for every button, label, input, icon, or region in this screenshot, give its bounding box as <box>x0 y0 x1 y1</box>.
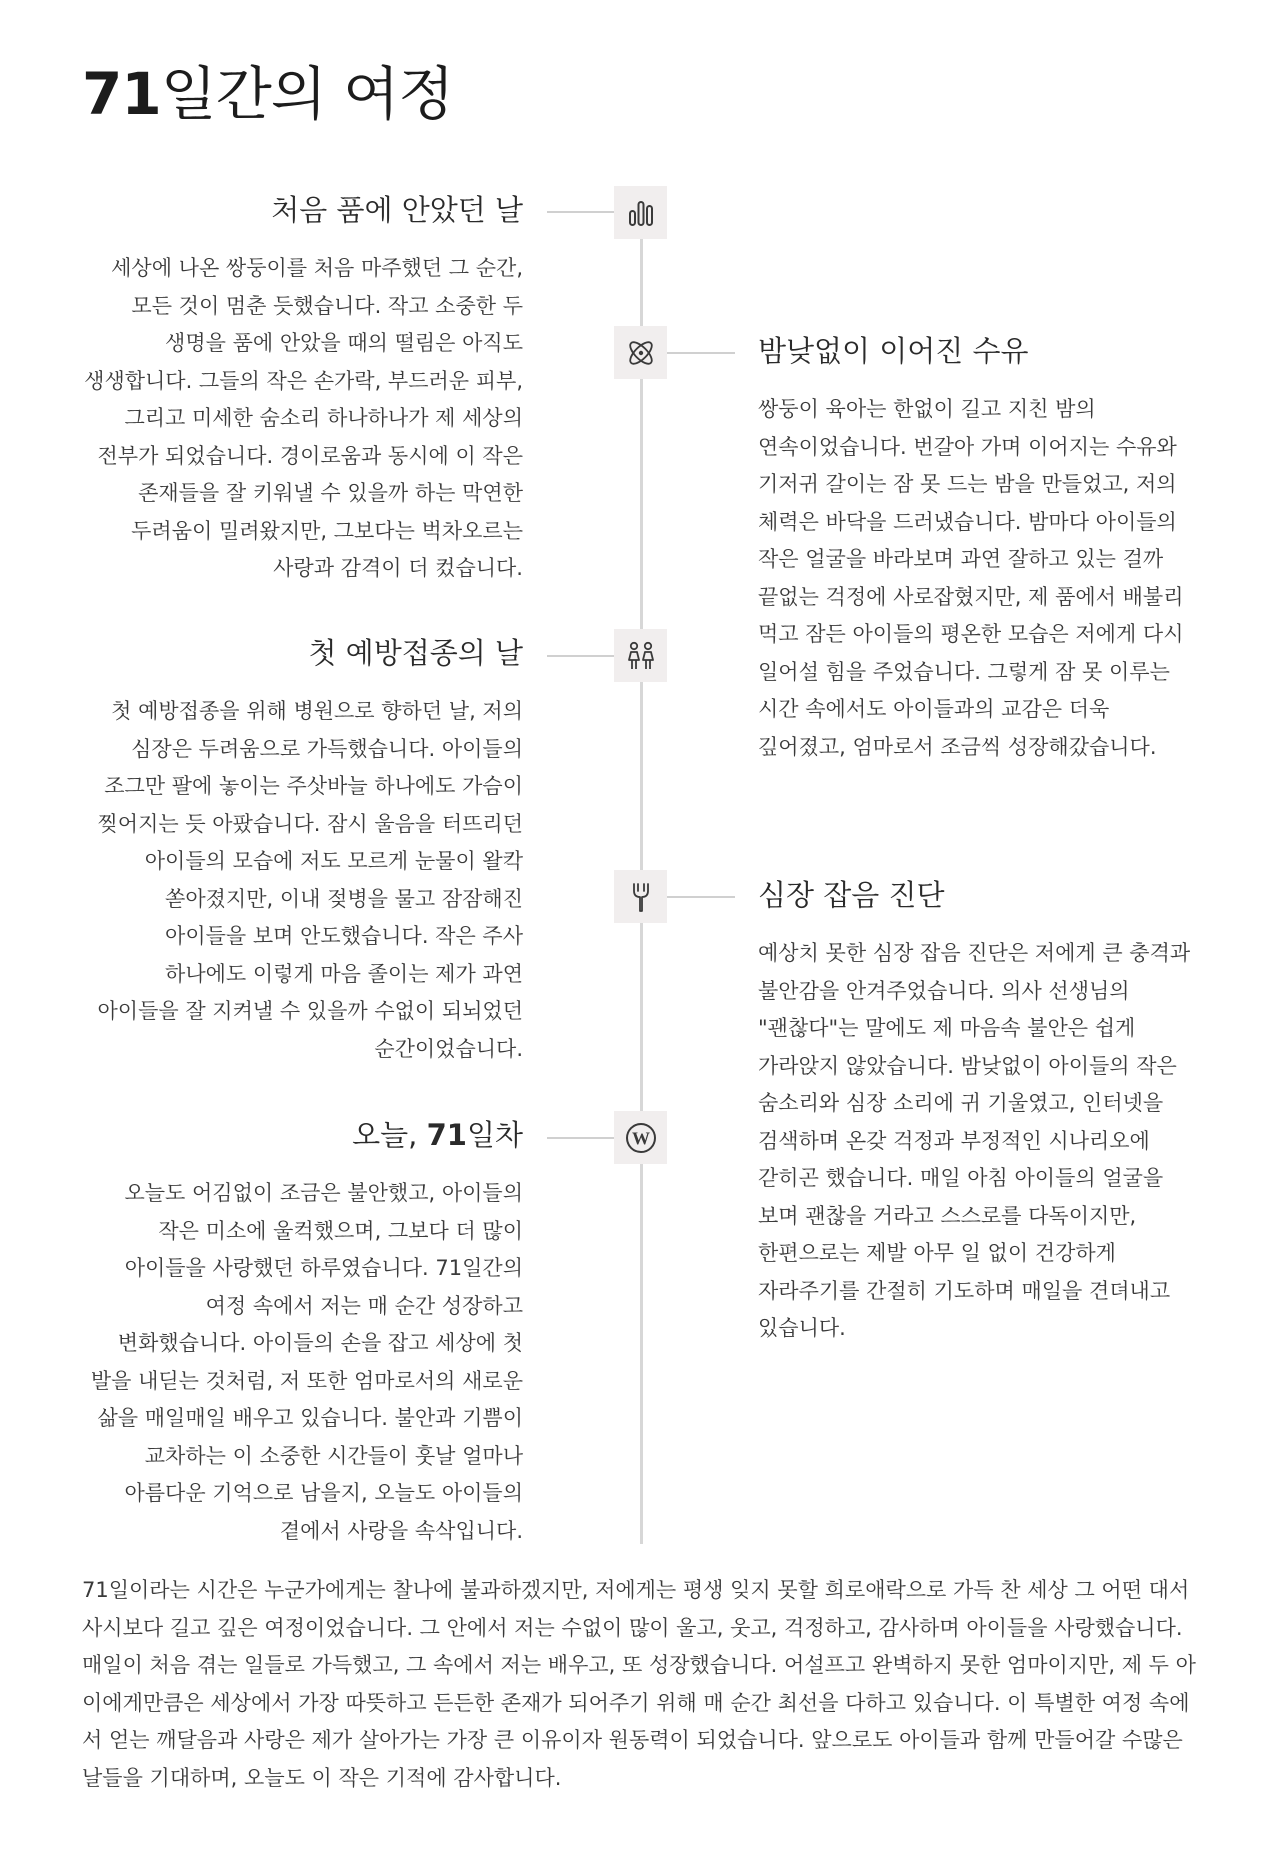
people-icon <box>623 638 659 674</box>
timeline-event-night-feeding <box>758 333 1200 766</box>
title-number: 71 <box>82 60 161 128</box>
timeline-event-first-hug <box>83 192 523 588</box>
event-title: 첫 예방접종의 날 <box>308 636 523 670</box>
summary-paragraph: 71일이라는 시간은 누군가에게는 찰나에 불과하겠지만, 저에게는 평생 잊지 못할 희로애락으로 가득 찬 세상 그 어떤 대서사시보다 길고 깊은 여정이었습니다. 그 안에서 저는 수없이 많이 울고, 웃고, 걱정하고, 감사하며 아이들을 사랑했습니다. 매일이 처음 겪는 일들로 가득했고, 그 속에서 저는 배우고, 또 성장했습니다. 어설프고 완벽하지 못한 엄마이지만, 제 두 아이에게만큼은 세상에서 가장 따뜻하고 든든한 존재가 되어주기 위해 매 순간 최선을 다하고 있습니다. 이 특별한 여정 속에서 얻는 깨달음과 사랑은 제가 살아가는 가장 큰 이유이자 원동력이 되었습니다. 앞으로도 아이들과 함께 만들어갈 수많은 날들을 기대하며, 오늘도 이 작은 기적에 감사합니다. <box>82 1578 1196 1790</box>
timeline-connector <box>547 211 614 213</box>
timeline-line <box>640 186 643 1544</box>
timeline-connector <box>667 352 735 354</box>
timeline-connector <box>547 655 614 657</box>
event-title <box>83 1117 523 1153</box>
wordpress-icon <box>623 1120 659 1156</box>
event-title: 처음 품에 안았던 날 <box>271 193 523 227</box>
timeline-event-heart-murmur <box>758 877 1200 1348</box>
timeline-connector <box>547 1137 614 1139</box>
page-title <box>82 60 453 130</box>
event-title: 심장 잡음 진단 <box>758 878 945 912</box>
title-text: 일간의 여정 <box>160 60 454 128</box>
event-body: 오늘도 어김없이 조금은 불안했고, 아이들의 작은 미소에 울컥했으며, 그보다 더 많이 아이들을 사랑했던 하루였습니다. 71일간의 여정 속에서 저는 매 순간 성장하고 변화했습니다. 아이들의 손을 잡고 세상에 첫 발을 내딛는 것처럼, 저 또한 엄마로서의 새로운 삶을 매일매일 배우고 있습니다. 불안과 기쁨이 교차하는 이 소중한 시간들이 훗날 얼마나 아름다운 기억으로 남을지, 오늘도 아이들의 곁에서 사랑을 속삭입니다. <box>90 1181 523 1543</box>
event-title: 밤낮없이 이어진 수유 <box>758 334 1029 368</box>
event-title-prefix: 오늘, <box>352 1118 427 1152</box>
timeline-connector <box>667 896 735 898</box>
svg-text:W: W <box>631 1128 650 1148</box>
atom-icon <box>623 335 659 371</box>
timeline-node <box>614 326 667 379</box>
timeline-event-first-vaccination <box>83 635 523 1068</box>
bar-chart-icon <box>623 195 659 231</box>
timeline-node <box>614 186 667 239</box>
event-body: 예상치 못한 심장 잡음 진단은 저에게 큰 충격과 불안감을 안겨주었습니다. 의사 선생님의 "괜찮다"는 말에도 제 마음속 불안은 쉽게 가라앉지 않았습니다. 밤낮없이 아이들의 작은 숨소리와 심장 소리에 귀 기울였고, 인터넷을 검색하며 온갖 걱정과 부정적인 시나리오에 갇히곤 했습니다. 매일 아침 아이들의 얼굴을 보며 괜찮을 거라고 스스로를 다독이지만, 한편으로는 제발 아무 일 없이 건강하게 자라주기를 간절히 기도하며 매일을 견뎌내고 있습니다. <box>758 941 1191 1341</box>
timeline-event-today <box>83 1117 523 1550</box>
event-body: 쌍둥이 육아는 한없이 길고 지친 밤의 연속이었습니다. 번갈아 가며 이어지는 수유와 기저귀 갈이는 잠 못 드는 밤을 만들었고, 저의 체력은 바닥을 드러냈습니다. 밤마다 아이들의 작은 얼굴을 바라보며 과연 잘하고 있는 걸까 끝없는 걱정에 사로잡혔지만, 제 품에서 배불리 먹고 잠든 아이들의 평온한 모습은 저에게 다시 일어설 힘을 주었습니다. 그렇게 잠 못 이루는 시간 속에서도 아이들과의 교감은 더욱 깊어졌고, 엄마로서 조금씩 성장해갔습니다. <box>758 397 1184 759</box>
wrench-icon <box>623 879 659 915</box>
event-title-number: 71 <box>426 1118 467 1152</box>
event-title-suffix: 일차 <box>466 1118 523 1152</box>
event-body: 세상에 나온 쌍둥이를 처음 마주했던 그 순간, 모든 것이 멈춘 듯했습니다. 작고 소중한 두 생명을 품에 안았을 때의 떨림은 아직도 생생합니다. 그들의 작은 손가락, 부드러운 피부, 그리고 미세한 숨소리 하나하나가 제 세상의 전부가 되었습니다. 경이로움과 동시에 이 작은 존재들을 잘 키워낼 수 있을까 하는 막연한 두려움이 밀려왔지만, 그보다는 벅차오르는 사랑과 감격이 더 컸습니다. <box>84 256 523 581</box>
timeline-node <box>614 870 667 923</box>
event-body: 첫 예방접종을 위해 병원으로 향하던 날, 저의 심장은 두려움으로 가득했습니다. 아이들의 조그만 팔에 놓이는 주삿바늘 하나에도 가슴이 찢어지는 듯 아팠습니다. 잠시 울음을 터뜨리던 아이들의 모습에 저도 모르게 눈물이 왈칵 쏟아졌지만, 이내 젖병을 물고 잠잠해진 아이들을 보며 안도했습니다. 작은 주사 하나에도 이렇게 마음 졸이는 제가 과연 아이들을 잘 지켜낼 수 있을까 수없이 되뇌었던 순간이었습니다. <box>97 699 523 1061</box>
timeline-node <box>614 1111 667 1164</box>
timeline-node <box>614 629 667 682</box>
